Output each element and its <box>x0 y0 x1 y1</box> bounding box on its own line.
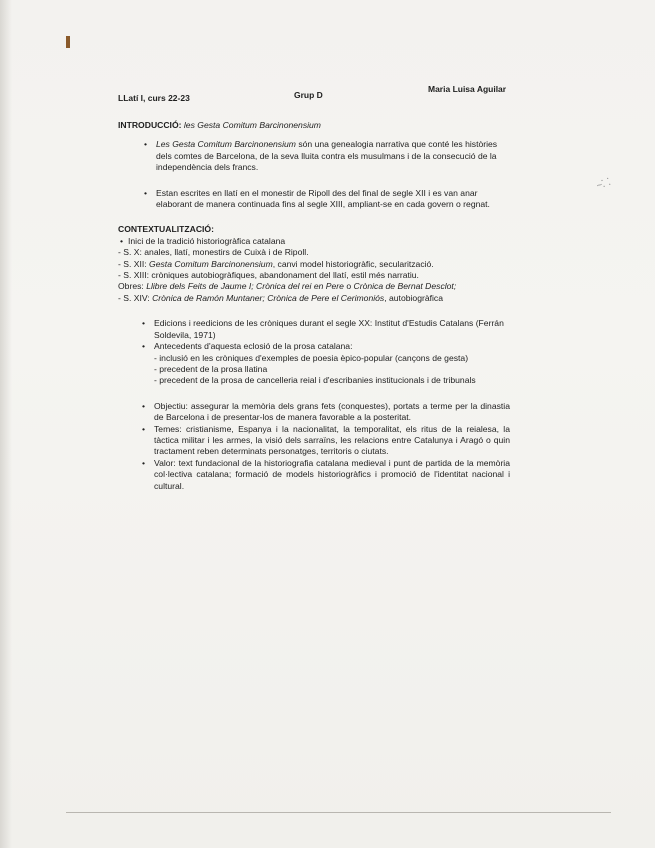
binding-mark <box>66 36 70 48</box>
period-s13: - S. XIII: cròniques autobiogràfiques, abandonament del llatí, estil més narratiu. <box>118 270 419 281</box>
course-label: LLatí I, curs 22-23 <box>118 93 190 103</box>
summary-list <box>118 401 510 492</box>
list-item: • Objectiu: assegurar la memòria dels grans fets (conquestes), portats a terme per la dinastia de Barcelona i de presentar-los de manera favorable a la posteritat. <box>118 401 510 424</box>
group-label: Grup D <box>294 90 323 100</box>
editions-list <box>118 318 510 386</box>
list-item: • Les Gesta Comitum Barcinonensium són una genealogia narrativa que conté les històries dels comtes de Barcelona, de la seva lluita contra els musulmans i de la consecució de la independència dels francs. <box>118 139 510 173</box>
list-item: • Inici de la tradició historiogràfica catalana <box>118 236 510 247</box>
context-heading: CONTEXTUALITZACIÓ: <box>118 224 214 235</box>
intro-list <box>118 139 510 210</box>
works-line: Obres: Llibre dels Feits de Jaume I; Crònica del rei en Pere o Crònica de Bernat Desclot; <box>118 281 457 292</box>
list-item: • Temes: cristianisme, Espanya i la nacionalitat, la temporalitat, els ritus de la reialesa, la tàctica militar i les armes, la visió dels sarraïns, les relacions entre Catalunya i Aragó o quin tractament reben determinats personatges, territoris o ciutats. <box>118 424 510 458</box>
context-list <box>118 236 510 247</box>
bottom-rule <box>66 812 611 813</box>
margin-scribble-icon: ~⸬ <box>595 176 613 192</box>
page-header <box>118 84 523 104</box>
period-s14: - S. XIV: Crònica de Ramón Muntaner; Crònica de Pere el Cerimoniós, autobiogràfica <box>118 292 443 303</box>
page-edge-shadow <box>0 0 12 848</box>
document-body <box>118 120 510 492</box>
period-s12: - S. XII: Gesta Comitum Barcinonensium, canvi model historiogràfic, secularització. <box>118 258 434 269</box>
intro-heading: INTRODUCCIÓ: les Gesta Comitum Barcinonensium <box>118 120 321 130</box>
period-s10: - S. X: anales, llatí, monestirs de Cuixà i de Ripoll. <box>118 247 309 258</box>
list-item: • Valor: text fundacional de la historiografia catalana medieval i punt de partida de la memòria col·lectiva catalana; formació de models historiogràfics i promoció de l'identitat nacional i cultural. <box>118 458 510 492</box>
list-item: • Estan escrites en llatí en el monestir de Ripoll des del final de segle XII i es van anar elaborant de manera continuada fins al segle XIII, ampliant-se en cada govern o regnat. <box>118 188 510 211</box>
list-item: • Antecedents d'aquesta eclosió de la prosa catalana: - inclusió en les cròniques d'exemples de poesia èpico-popular (cançons de gesta) - precedent de la prosa llatina - precedent de la prosa de cancelleria reial i d'escribanies institucionals i de tribunals <box>118 341 510 387</box>
author-name: Maria Luisa Aguilar <box>428 84 507 94</box>
list-item: • Edicions i reedicions de les cròniques durant el segle XX: Institut d'Estudis Catalans (Ferrán Soldevila, 1971) <box>118 318 510 341</box>
